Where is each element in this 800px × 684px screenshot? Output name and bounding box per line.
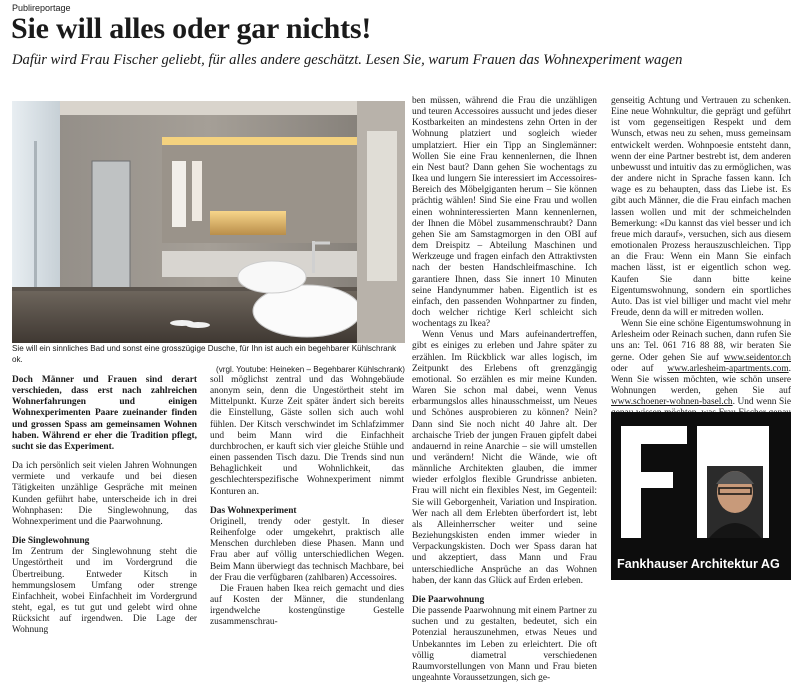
- company-logo: [611, 412, 791, 562]
- bathroom-photo: [12, 101, 405, 343]
- contact-text: Wenn Sie eine schöne Eigentumswohnung in Arlesheim oder Reinach suchen, dann rufen Sie uns an: Tel. 061 716 88 88, wir beraten Sie gerne. Oder gehen Sie auf: [611, 319, 791, 363]
- caption-line-1: Sie will ein sinnliches Bad und sonst eine grosszügige Dusche, für Ihn ist auch ein begehbarer Kühlschrank ok.: [12, 344, 397, 364]
- paragraph: Die Frauen haben Ikea reich gemacht und dies auf Kosten der Männer, die stundenlang irgendwelche kostengünstige Gestelle zusammenschrau-: [210, 583, 404, 628]
- company-name: Fankhauser Architektur AG: [617, 557, 780, 571]
- lead-paragraph: Doch Männer und Frauen sind derart verschieden, dass erst nach zahlreichen Wohnerfahrungen und einigen Wohnexperimenten Paare zueinander finden und grossen Spass am gemeinsamen Wohnen haben. Während er eher die Tradition pflegt, sucht sie das Experiment.: [12, 375, 197, 452]
- paragraph: Da ich persönlich seit vielen Jahren Wohnungen vermiete und verkaufe und bei diesen Tätigkeiten unzählige Gespräche mit meinen Kunden geführt habe, unterscheide ich in drei Wohnphasen: Die Singlewohnung, das Wohnexperiment und die Paarwohnung.: [12, 461, 197, 527]
- kicker: Publireportage: [12, 3, 71, 13]
- paragraph: genseitig Achtung und Vertrauen zu schenken. Eine neue Wohnkultur, die geprägt und geführt ist vom gegenseitigen Respekt und dem Wunsch, etwas neu zu sehen, muss gemeinsam entwickelt werden. Wohnpoesie entsteht dann, wenn der eine Partner bestrebt ist, dem anderen unbewusst und intuitiv das zu ermöglichen, was der andere nicht in Sprache fassen kann. Ich wage es zu behaupten, dass das Liebe ist. Es gibt auch Männer, die die Frau einfach machen lassen wollen und mit der schmeichelnden Bemerkung: «Du kannst das viel besser und ich freue mich darauf», versuchen, sich aus diesem emotionalen Prozess herauszuschleichen. Tipp an die Frau: Wenn ein Mann Sie einfach machen lässt, ist er eigentlich schon weg. Kaufen Sie dann bitte keine Eigentumswohnung, sondern ein sportliches Auto. Das ist viel billiger und macht viel mehr Freude, denn da will er mitreden wollen.: [611, 96, 791, 318]
- column-3: [412, 96, 597, 684]
- contact-text: oder auf: [611, 363, 668, 374]
- section-heading-singlewohnung: Die Singlewohnung: [12, 536, 90, 547]
- contact-text: . Und wenn Sie: [732, 397, 791, 408]
- headline: Sie will alles oder gar nichts!: [11, 12, 372, 45]
- link-arlesheim-apartments[interactable]: www.arlesheim-apartments.com: [667, 363, 789, 374]
- advertisement-box: [611, 412, 791, 580]
- paragraph: Im Zentrum der Singlewohnung steht die Ungestörtheit und im Vordergrund die Übertreibung. Entweder Kitsch in hemmungslosem Umfang oder strenge Einfachheit, wobei Einfachheit im Vordergrund steht, egal, es tut gut und gelebt wird ohne Rücksicht auf irgendwen. Die Lage der Wohnung: [12, 547, 197, 636]
- link-schoener-wohnen-basel[interactable]: www.schoener-wohnen-basel.ch: [611, 397, 733, 408]
- paragraph: soll möglichst zentral und das Wohngebäude anonym sein, denn die Ungestörtheit steht im Mittelpunkt. Kurze Zeit später ändert sich bereits die Einstellung, Gäste sollen sich auch wohl fühlen. Der Kitsch verschwindet im Schlafzimmer und beim Mann wird die Einfachheit durchbrochen, er kauft sich vier gleiche Stühle und einen passenden Tisch dazu. Die Trends sind nun Behaglichkeit und Wohnlichkeit, das geschlechterspezifische Wohnexperiment nimmt Konturen an.: [210, 375, 404, 497]
- subhead: Dafür wird Frau Fischer geliebt, für alles andere geschätzt. Lesen Sie, warum Frauen das Wohnexperiment wagen: [12, 52, 683, 68]
- paragraph: Die passende Paarwohnung mit einem Partner zu suchen und zu gestalten, bedeutet, sich ein Potenzial herauszunehmen, etwas Neues und Unbekanntes im Leben zu erleichtert. Die oft völlig diametral verschiedenen Raumvorstellungen von Mann und Frau bieten ungeahnte Voraussetzungen, sich ge-: [412, 606, 597, 683]
- section-heading-wohnexperiment: Das Wohnexperiment: [210, 505, 297, 516]
- contact-text: . Wenn Sie wissen möchten, wie schön unsere Wohnungen werden, gehen Sie auf: [611, 363, 791, 397]
- paragraph: Wenn Venus und Mars aufeinandertreffen, gibt es einiges zu erleben und Jahre später zu erzählen. Im Rückblick war alles logisch, im Zeitpunkt des Erlebens oft grenzgängig emotional. So erzählen es mir meine Kunden. Waren Sie schon mal dabei, wenn Venus erbarmungslos alles hinausschmeisst, um Neues und Schönes ausprobieren zu können? Nein? Dann sind Sie noch nicht 40 Jahre alt. Der archaische Trieb der jungen Frauen gipfelt dabei andauernd in reine Anarchie – sie will umstellen und verändern! Nicht die Wände, wie oft männliche Architekten glauben, die immer wieder erfolglos flexible Grundrisse anbieten. Frau will nicht ein flexibles Nest, im Gegenteil: Sie will Geborgenheit, Variation und Inspiration. Wer nach all dem Erlebten überfordert ist, lebt als Alleinherrscher weiter und seine Beziehungskisten enden immer wieder in Verpackungskisten. Doch wer Spass daran hat und akzeptiert, dass Mann und Frau unterschiedliche Ansprüche an das Wohnen haben, der kann das Glück auf Erden erleben.: [412, 330, 597, 586]
- column-2: [210, 375, 404, 628]
- column-1: [12, 375, 197, 636]
- photo-caption: [12, 344, 405, 376]
- paragraph: ben müssen, während die Frau die unzähligen und teuren Accessoires aussucht und jedes dieser Kostbarkeiten an mindestens zehn Orten in der Wohnung platziert und sogleich wieder umplatziert. Hier ein Tipp an Singlemänner: Wollen Sie eine Frau kennenlernen, die Ihnen ein Nest baut? Dann gehen Sie wochentags zu Ikea und lungern Sie interessiert im Accessoires-Bereich des Möbelgiganten herum – Sie können prächtig wählen! Sind Sie eine Frau und wollen einen wohninteressierten Mann kennenlernen, der Ihnen die Möbel zusammenschraubt? Dann gehen Sie am Samstagmorgen in den OBI auf dem Dreispitz – Abteilung Maschinen und Werkzeuge und fragen einfach den Attraktivsten nach der besten Handschleifmaschine. Ich garantiere Ihnen, dass Sie innert 10 Minuten seine Handynummer haben. Eigentlich ist es einfach, den passenden Wohnpartner zu finden, doch welcher richtige Kerl schleicht sich wochentags zu Ikea?: [412, 96, 597, 330]
- paragraph: Originell, trendy oder gestylt. In dieser Reihenfolge oder umgekehrt, praktisch alle Menschen durchleben diese Phasen. Mann und Frau aber auf völlig unterschiedlichen Wegen. Beim Mann überwiegt das technisch Machbare, bei der Frau die verfügbaren (zahlbaren) Accessoires.: [210, 516, 404, 583]
- column-4: [611, 96, 791, 453]
- section-heading-paarwohnung: Die Paarwohnung: [412, 594, 485, 605]
- caption-line-2: (vrgl. Youtube: Heineken – Begehbarer Kühlschrank): [216, 365, 405, 374]
- link-seidentor[interactable]: www.seidentor.ch: [723, 352, 791, 363]
